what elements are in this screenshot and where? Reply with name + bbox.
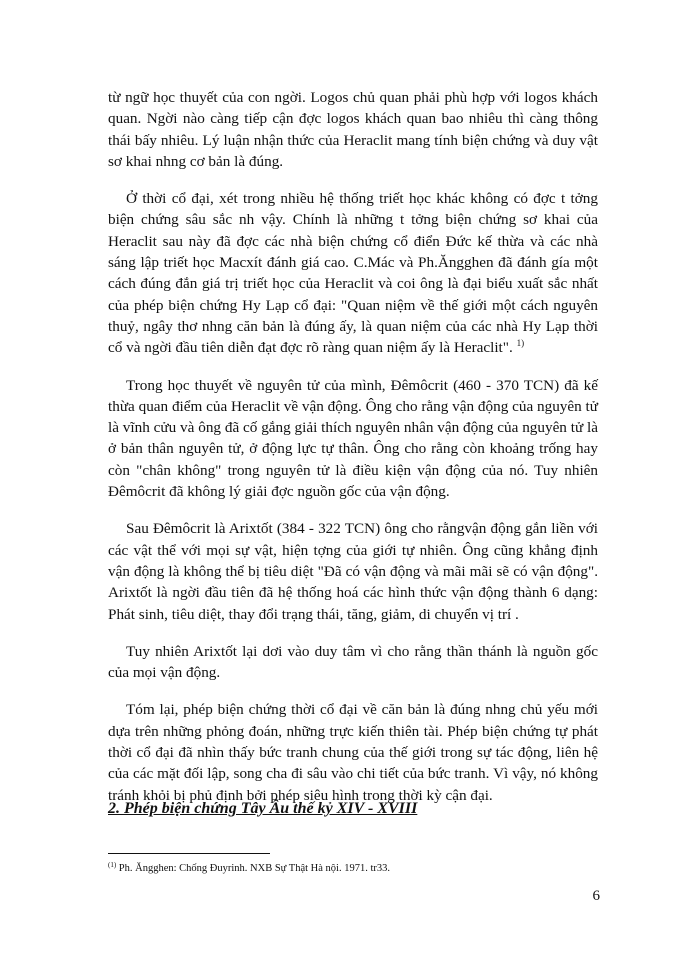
paragraph-1: từ ngữ học thuyết của con ngời. Logos chủ quan phải phù hợp với logos khách quan. Ngời nào càng tiếp cận đợc logos khách quan bao nhiêu thì càng thông thái bấy nhiêu. Lý luận nhận thức của Heraclit mang tính biện chứng và duy vật sơ khai nhng cơ bản là đúng. — [108, 89, 598, 170]
footnote-divider — [108, 853, 270, 854]
footnote-reference: 1) — [516, 338, 525, 349]
footnote — [108, 863, 598, 874]
paragraph-2 — [108, 188, 598, 358]
paragraph-2-text: Ở thời cổ đại, xét trong nhiều hệ thống triết học khác không có đợc t tởng biện chứng sâu sắc nh vậy. Chính là những t tởng biện chứng sơ khai của Heraclit sau này đã đợc các nhà biện chứng cổ điển Đức kế thừa và các nhà sáng lập triết học Macxít đánh giá cao. C.Mác và Ph.Ăngghen đã đánh gía một cách đúng đắn giá trị triết học của Heraclit và coi ông là đại biểu xuất sắc nhất của phép biện chứng Hy Lạp cổ đại: "Quan niệm về thế giới một cách nguyên thuỷ, ngây thơ nhng căn bản là đúng ấy, là quan niệm của các nhà Hy Lạp thời cổ và ngời đầu tiên diễn đạt đợc rõ ràng quan niệm ấy là Heraclit". — [108, 190, 598, 357]
paragraph-5: Tuy nhiên Arixtốt lại dơi vào duy tâm vì cho rằng thần thánh là nguồn gốc của mọi vận động. — [108, 642, 598, 682]
page-number: 6 — [592, 888, 600, 904]
footnote-marker: (1) — [108, 861, 117, 869]
paragraph-4: Sau Đêmôcrit là Arixtốt (384 - 322 TCN) ông cho rằngvận động gắn liền với các vật thể với mọi sự vật, hiện tợng của giới tự nhiên. Ông cũng khẳng định vận động là không thể bị tiêu diệt "Đã có vận động và mãi mãi sẽ có vận động". Arixtốt là ngời đầu tiên đã hệ thống hoá các hình thức vận động thành 6 dạng: Phát sinh, tiêu diệt, thay đổi trạng thái, tăng, giảm, di chuyển vị trí . — [108, 520, 598, 623]
footnote-text: Ph. Ăngghen: Chống Đuyrinh. NXB Sự Thật Hà nội. 1971. tr33. — [116, 863, 390, 874]
paragraph-6: Tóm lại, phép biện chứng thời cổ đại về căn bản là đúng nhng chủ yếu mới dựa trên những phỏng đoán, những trực kiến thiên tài. Phép biện chứng tự phát thời cổ đại đã nhìn thấy bức tranh chung của thế giới trong sự tác động, liên hệ của các mặt đối lập, song cha đi sâu vào chi tiết của bức tranh. Vì vậy, nó không tránh khỏi bị phủ định bởi phép siêu hình trong thời kỳ cận đại. — [108, 701, 598, 804]
section-heading: 2. Phép biện chứng Tây Âu thế kỷ XIV - XVIII — [108, 800, 418, 817]
body-text — [108, 87, 598, 806]
paragraph-3: Trong học thuyết về nguyên tử của mình, Đêmôcrit (460 - 370 TCN) đã kế thừa quan điểm của Heraclit về vận động. Ông cho rằng vận động của nguyên tử là vĩnh cửu và ông đã cố gắng giải thích nguyên nhân vận động của nguyên tử là ở bản thân nguyên tử, ở động lực tự thân. Ông cho rằng còn khoảng trống hay còn "chân không" trong nguyên tử là điều kiện vận động của nó. Tuy nhiên Đêmôcrit đã không lý giải đợc nguồn gốc của vận động. — [108, 376, 598, 501]
